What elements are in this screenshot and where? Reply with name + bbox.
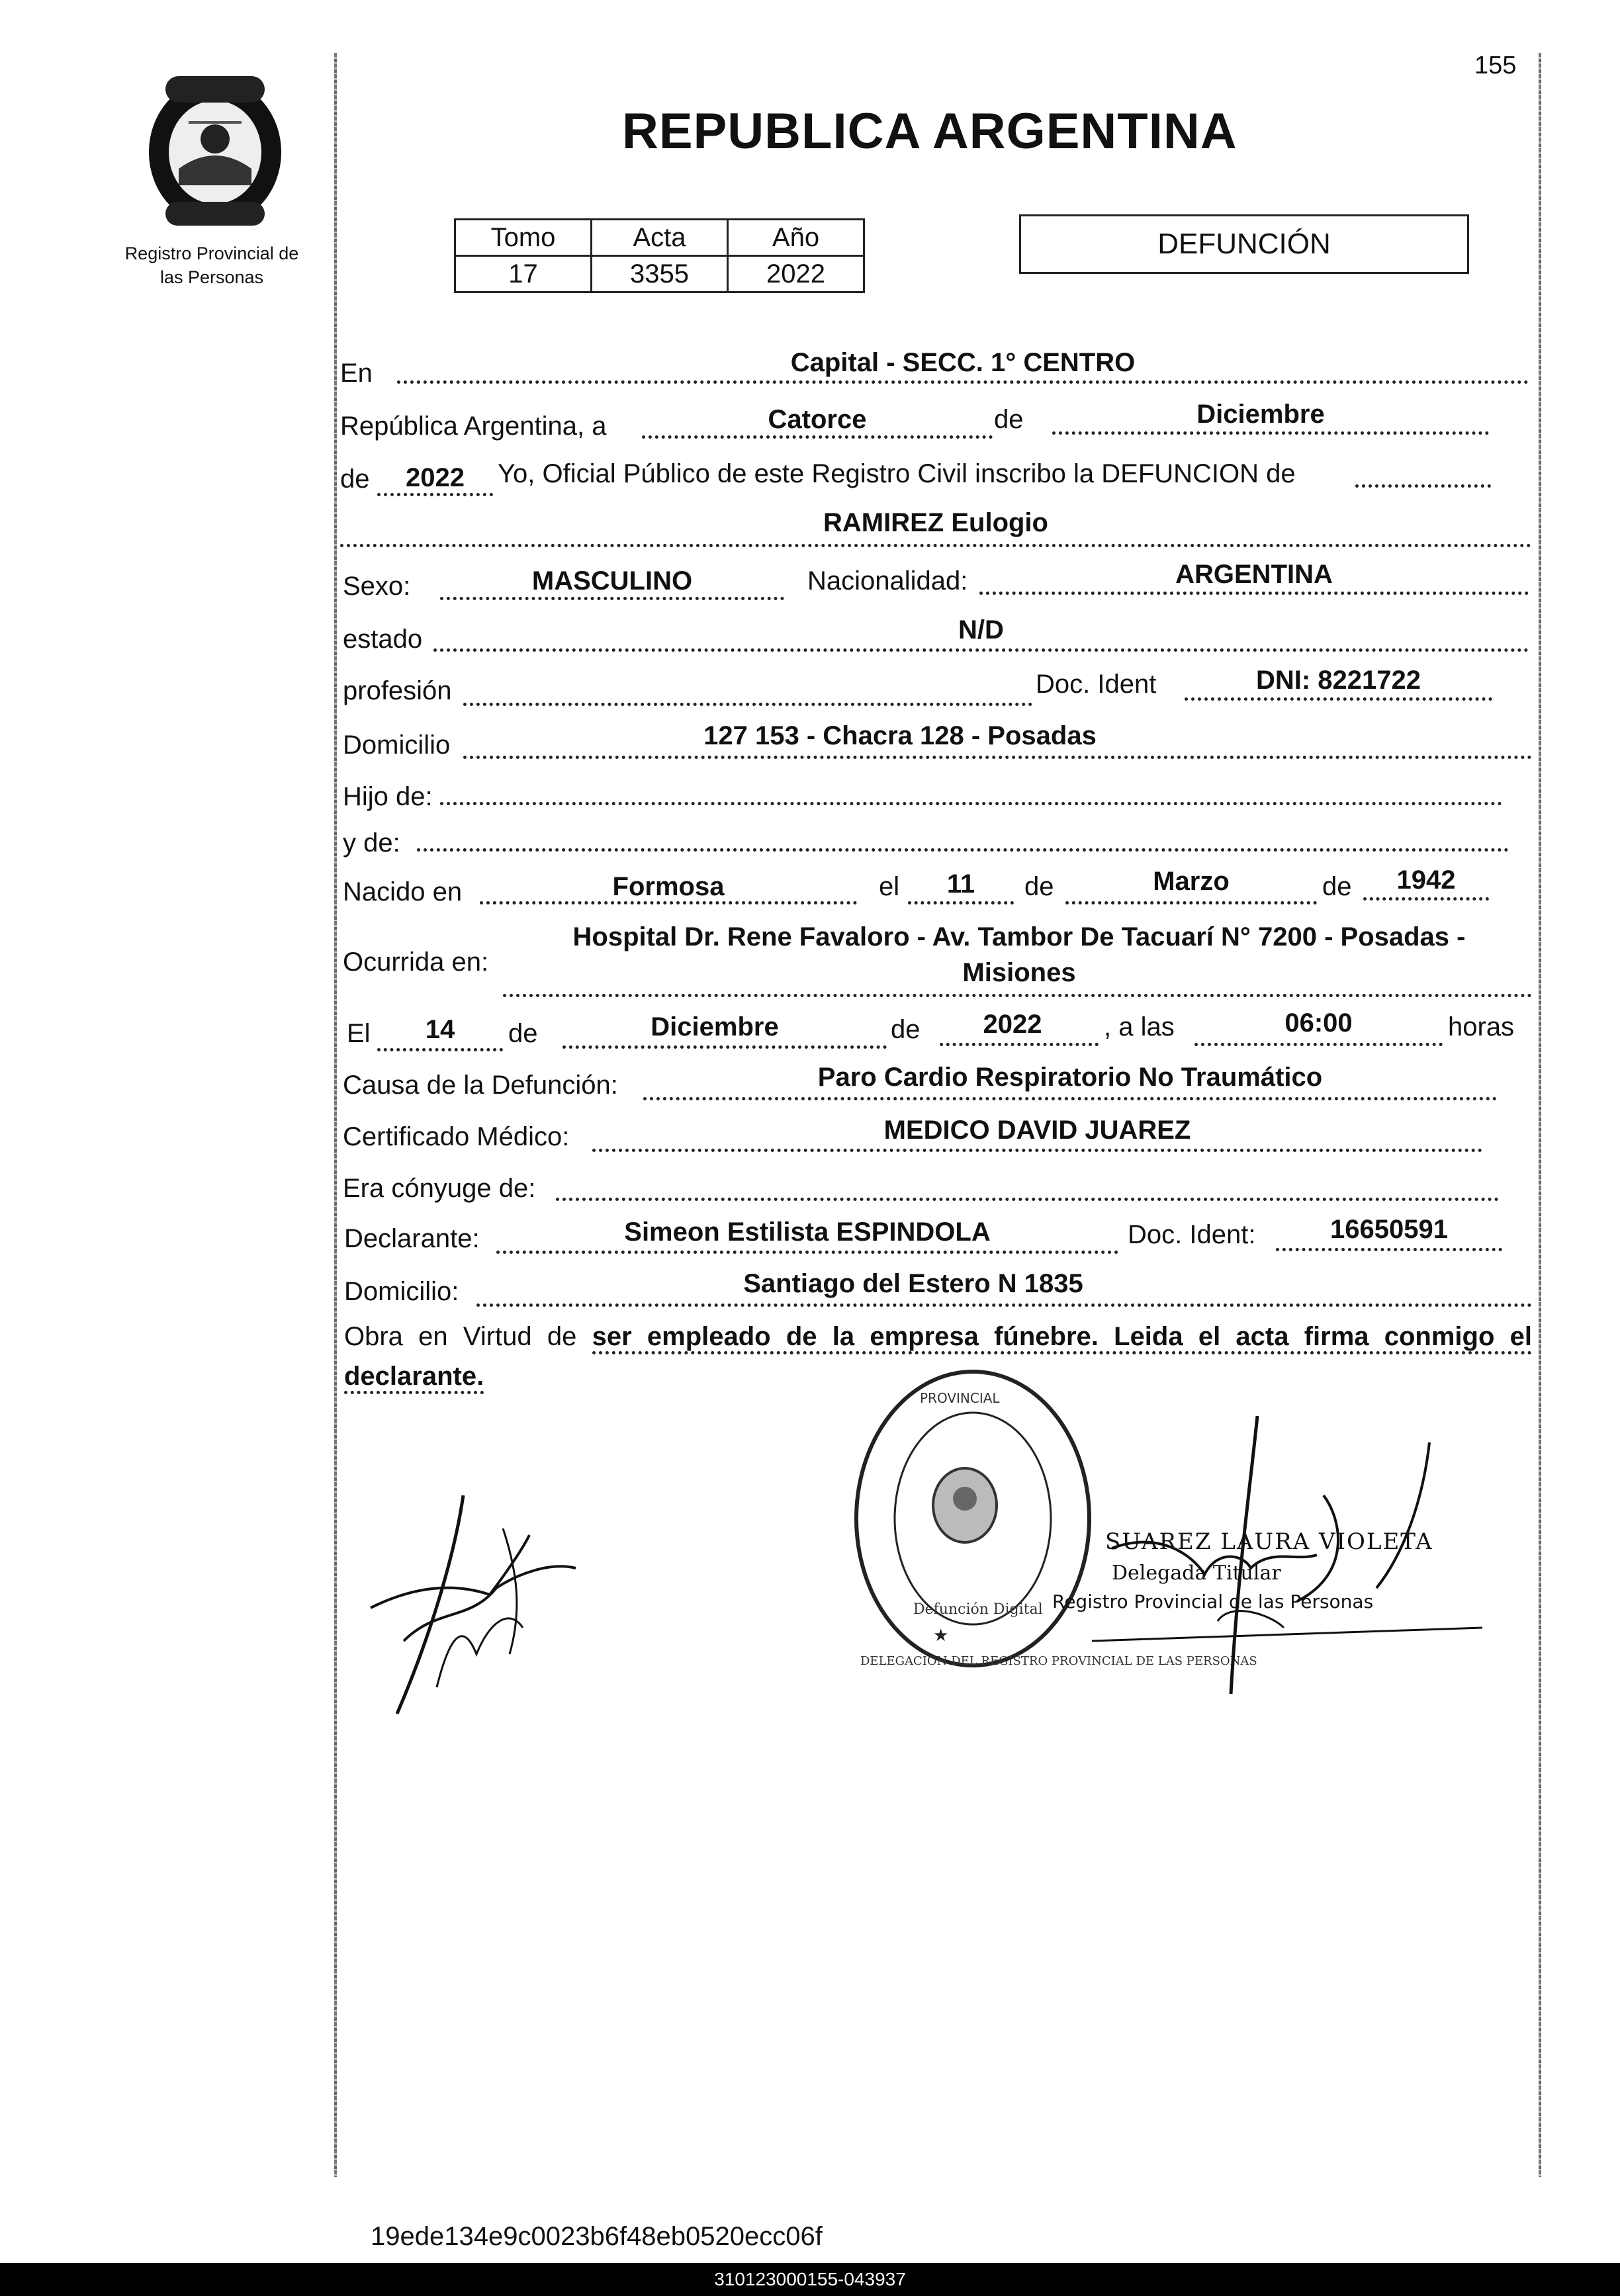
page-title: REPUBLICA ARGENTINA	[622, 103, 1238, 159]
line-ocurrida	[503, 994, 1532, 997]
line-hora	[1194, 1043, 1443, 1046]
label-republica: República Argentina, a	[340, 412, 607, 441]
officer-name: SUAREZ LAURA VIOLETA	[1105, 1528, 1433, 1555]
label-de-fall-1: de	[508, 1019, 538, 1048]
svg-text:★: ★	[933, 1626, 949, 1646]
label-certificado: Certificado Médico:	[343, 1122, 570, 1151]
table-header-anio: Año	[728, 220, 864, 256]
table-value-tomo: 17	[455, 256, 592, 292]
line-nombre	[340, 544, 1531, 547]
label-nacido-en: Nacido en	[343, 877, 463, 906]
registry-name-line2: las Personas	[159, 267, 264, 287]
table-header-acta: Acta	[592, 220, 728, 256]
label-sexo: Sexo:	[343, 572, 411, 601]
value-declarante: Simeon Estilista ESPINDOLA	[624, 1217, 991, 1247]
value-mes-registro: Diciembre	[1196, 400, 1325, 429]
value-obra: ser empleado de la empresa fúnebre. Leida el acta firma conmigo el declarante.	[344, 1322, 1532, 1394]
value-fallecimiento-dia: 14	[425, 1015, 455, 1044]
line-profesion	[463, 703, 1032, 706]
value-hora: 06:00	[1284, 1008, 1353, 1038]
registry-name-line1: Registro Provincial de	[124, 243, 299, 263]
line-mes	[1052, 431, 1489, 435]
registry-name	[99, 242, 324, 289]
declarant-signature	[357, 1489, 596, 1727]
line-en	[397, 380, 1529, 384]
label-declarante: Declarante:	[344, 1224, 480, 1253]
value-dia-registro: Catorce	[768, 405, 867, 434]
line-conyuge	[556, 1198, 1499, 1201]
line-dia	[642, 435, 993, 439]
document-hash: 19ede134e9c0023b6f48eb0520ecc06f	[371, 2222, 823, 2251]
value-sexo: MASCULINO	[531, 566, 693, 596]
label-de-fall-2: de	[891, 1015, 921, 1044]
officer-signature	[1032, 1403, 1482, 1707]
line-sexo	[440, 597, 784, 600]
value-documento: DNI: 8221722	[1255, 666, 1421, 695]
label-nacionalidad: Nacionalidad:	[807, 566, 968, 596]
line-yo-end	[1355, 484, 1491, 488]
label-domicilio-declarante: Domicilio:	[344, 1277, 459, 1306]
right-margin-line	[1539, 53, 1541, 2177]
stamp-ring-text: DELEGACION DEL REGISTRO PROVINCIAL DE LAS PERSONAS	[860, 1654, 1257, 1668]
line-doc-ident	[1185, 697, 1492, 701]
line-certificado	[592, 1149, 1482, 1152]
line-domicilio-declarante	[476, 1303, 1532, 1307]
value-anio-registro: 2022	[406, 463, 465, 492]
line-anio	[377, 493, 493, 496]
value-nacido-mes: Marzo	[1153, 867, 1230, 896]
value-lugar: Capital - SECC. 1° CENTRO	[790, 348, 1136, 377]
label-estado: estado	[343, 625, 423, 654]
label-hijo-de: Hijo de:	[343, 782, 433, 811]
line-nacido-anio	[1363, 897, 1489, 901]
line-nacionalidad	[979, 592, 1529, 595]
label-el-fallecimiento: El	[347, 1019, 371, 1048]
label-de-nacido-2: de	[1322, 872, 1352, 901]
label-conyuge: Era cónyuge de:	[343, 1174, 536, 1203]
label-obra: Obra en Virtud de	[344, 1322, 577, 1351]
value-nombre: RAMIREZ Eulogio	[823, 508, 1048, 537]
label-de-1: de	[994, 405, 1024, 434]
line-fallecimiento-anio	[940, 1043, 1099, 1046]
officer-role: Delegada Titular	[1112, 1562, 1281, 1585]
line-nacido-mes	[1065, 901, 1317, 905]
line-fallecimiento-dia	[377, 1048, 503, 1051]
table-value-acta: 3355	[592, 256, 728, 292]
label-y-de: y de:	[343, 828, 400, 858]
line-declarante-doc	[1276, 1248, 1502, 1251]
officer-office: Registro Provincial de las Personas	[1052, 1591, 1374, 1612]
label-profesion: profesión	[343, 676, 452, 705]
value-ocurrida-line1: Hospital Dr. Rene Favaloro - Av. Tambor De Tacuarí N° 7200 - Posadas -	[572, 922, 1466, 951]
label-causa: Causa de la Defunción:	[343, 1071, 618, 1100]
line-causa	[643, 1097, 1497, 1100]
label-doc-ident: Doc. Ident	[1036, 670, 1157, 699]
value-domicilio: 127 153 - Chacra 128 - Posadas	[703, 721, 1097, 750]
label-ocurrida-en: Ocurrida en:	[343, 948, 489, 977]
line-hijo-de	[440, 802, 1502, 805]
line-nacido-dia	[908, 901, 1014, 905]
value-nacido-lugar: Formosa	[612, 872, 725, 901]
label-en: En	[340, 359, 373, 388]
province-seal-icon	[139, 69, 291, 232]
left-margin-line	[334, 53, 337, 2177]
label-el-nacido: el	[879, 872, 900, 901]
tomo-acta-table	[454, 218, 865, 293]
table-value-anio: 2022	[728, 256, 864, 292]
svg-text:PROVINCIAL: PROVINCIAL	[920, 1390, 1000, 1406]
value-declarante-doc: 16650591	[1330, 1215, 1448, 1244]
label-domicilio: Domicilio	[343, 730, 451, 760]
value-domicilio-declarante: Santiago del Estero N 1835	[743, 1269, 1083, 1298]
table-header-tomo: Tomo	[455, 220, 592, 256]
label-horas: horas	[1448, 1012, 1515, 1041]
page-number: 155	[1474, 52, 1517, 79]
value-ocurrida-line2: Misiones	[962, 958, 1076, 987]
line-y-de	[417, 848, 1509, 852]
value-estado: N/D	[958, 615, 1004, 644]
label-a-las: , a las	[1104, 1012, 1175, 1041]
value-nacido-anio: 1942	[1396, 865, 1456, 895]
label-yo: Yo, Oficial Público de este Registro Civil inscribo la DEFUNCION de	[498, 459, 1296, 488]
label-de-2: de	[340, 464, 370, 494]
stamp-inner-text: Defunción Digital	[913, 1601, 1043, 1618]
label-de-nacido-1: de	[1024, 872, 1054, 901]
line-fallecimiento-mes	[562, 1045, 887, 1049]
footer-code: 310123000155-043937	[714, 2269, 906, 2289]
document-type-box: DEFUNCIÓN	[1019, 214, 1469, 274]
value-causa: Paro Cardio Respiratorio No Traumático	[817, 1063, 1323, 1092]
value-nacionalidad: ARGENTINA	[1175, 560, 1333, 589]
line-estado	[433, 648, 1529, 652]
value-fallecimiento-anio: 2022	[983, 1010, 1042, 1039]
line-declarante	[496, 1251, 1118, 1254]
line-domicilio	[463, 756, 1532, 759]
label-doc-ident-declarante: Doc. Ident:	[1128, 1220, 1256, 1249]
value-certificado: MEDICO DAVID JUAREZ	[883, 1116, 1191, 1145]
value-nacido-dia: 11	[946, 869, 975, 899]
value-fallecimiento-mes: Diciembre	[651, 1012, 779, 1041]
